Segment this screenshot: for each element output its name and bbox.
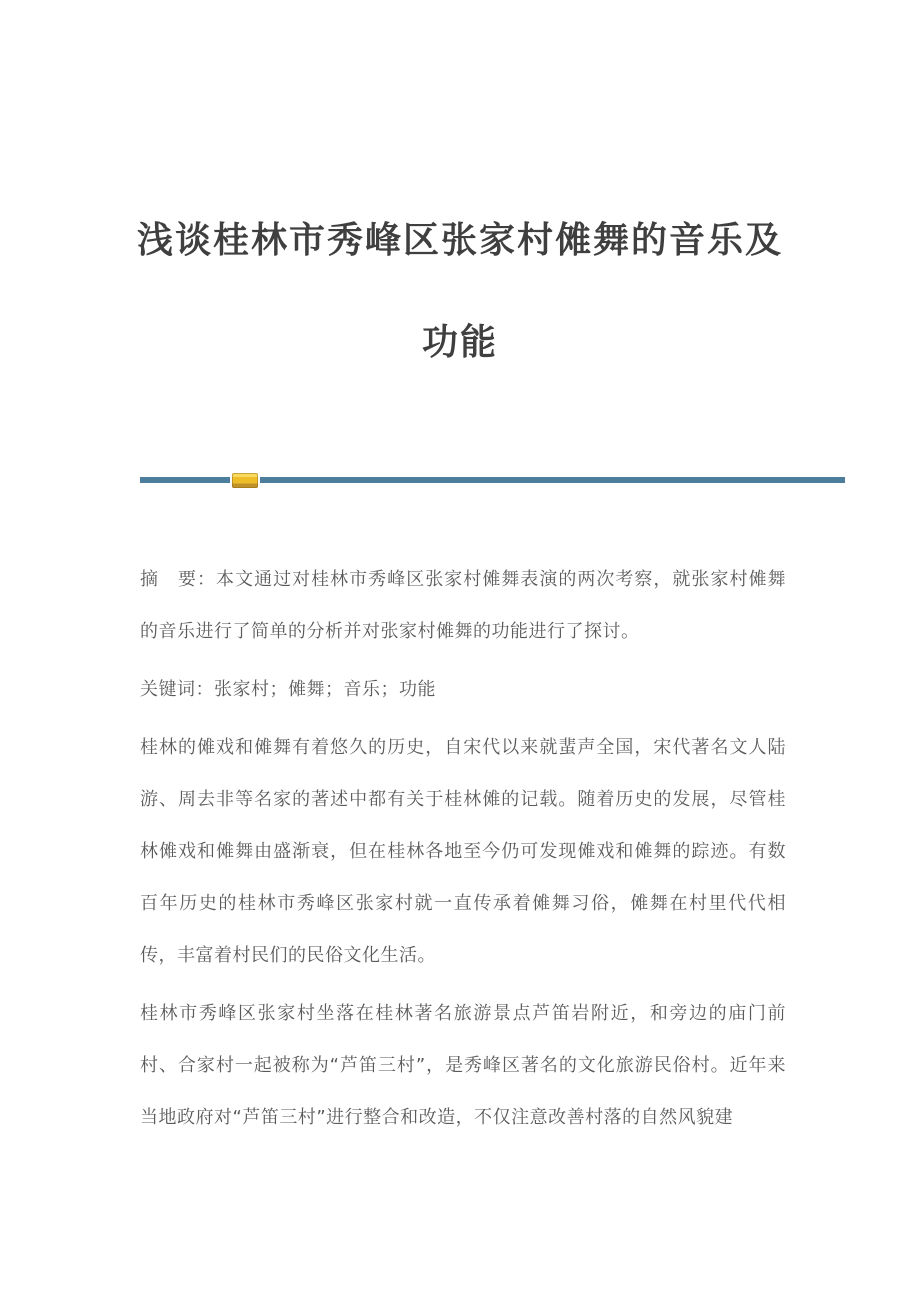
body-paragraph-2: 桂林市秀峰区张家村坐落在桂林著名旅游景点芦笛岩附近，和旁边的庙门前村、合家村一起被称为“芦笛三村”，是秀峰区著名的文化旅游民俗村。近年来当地政府对“芦笛三村”进行整合和改造，不仅注意改善村落的自然风貌建 — [140, 1003, 786, 1128]
divider-line-left — [140, 477, 230, 483]
title-divider — [140, 472, 845, 488]
body-paragraph-1: 桂林的傩戏和傩舞有着悠久的历史，自宋代以来就蜚声全国，宋代著名文人陆游、周去非等名家的著述中都有关于桂林傩的记载。随着历史的发展，尽管桂林傩戏和傩舞由盛渐衰，但在桂林各地至今仍可发现傩戏和傩舞的踪迹。有数百年历史的桂林市秀峰区张家村就一直传承着傩舞习俗，傩舞在村里代代相传，丰富着村民们的民俗文化生活。 — [140, 737, 786, 966]
divider-line-right — [260, 477, 845, 483]
abstract-paragraph: 摘 要：本文通过对桂林市秀峰区张家村傩舞表演的两次考察，就张家村傩舞的音乐进行了简单的分析并对张家村傩舞的功能进行了探讨。 — [140, 569, 786, 642]
divider-ornament-icon — [232, 473, 258, 488]
keywords-paragraph: 关键词：张家村；傩舞；音乐；功能 — [140, 679, 436, 700]
document-title — [0, 0, 920, 394]
document-body — [140, 554, 786, 1144]
document-title-line-1: 浅谈桂林市秀峰区张家村傩舞的音乐及 — [136, 220, 783, 261]
document-title-line-2: 功能 — [421, 322, 498, 363]
